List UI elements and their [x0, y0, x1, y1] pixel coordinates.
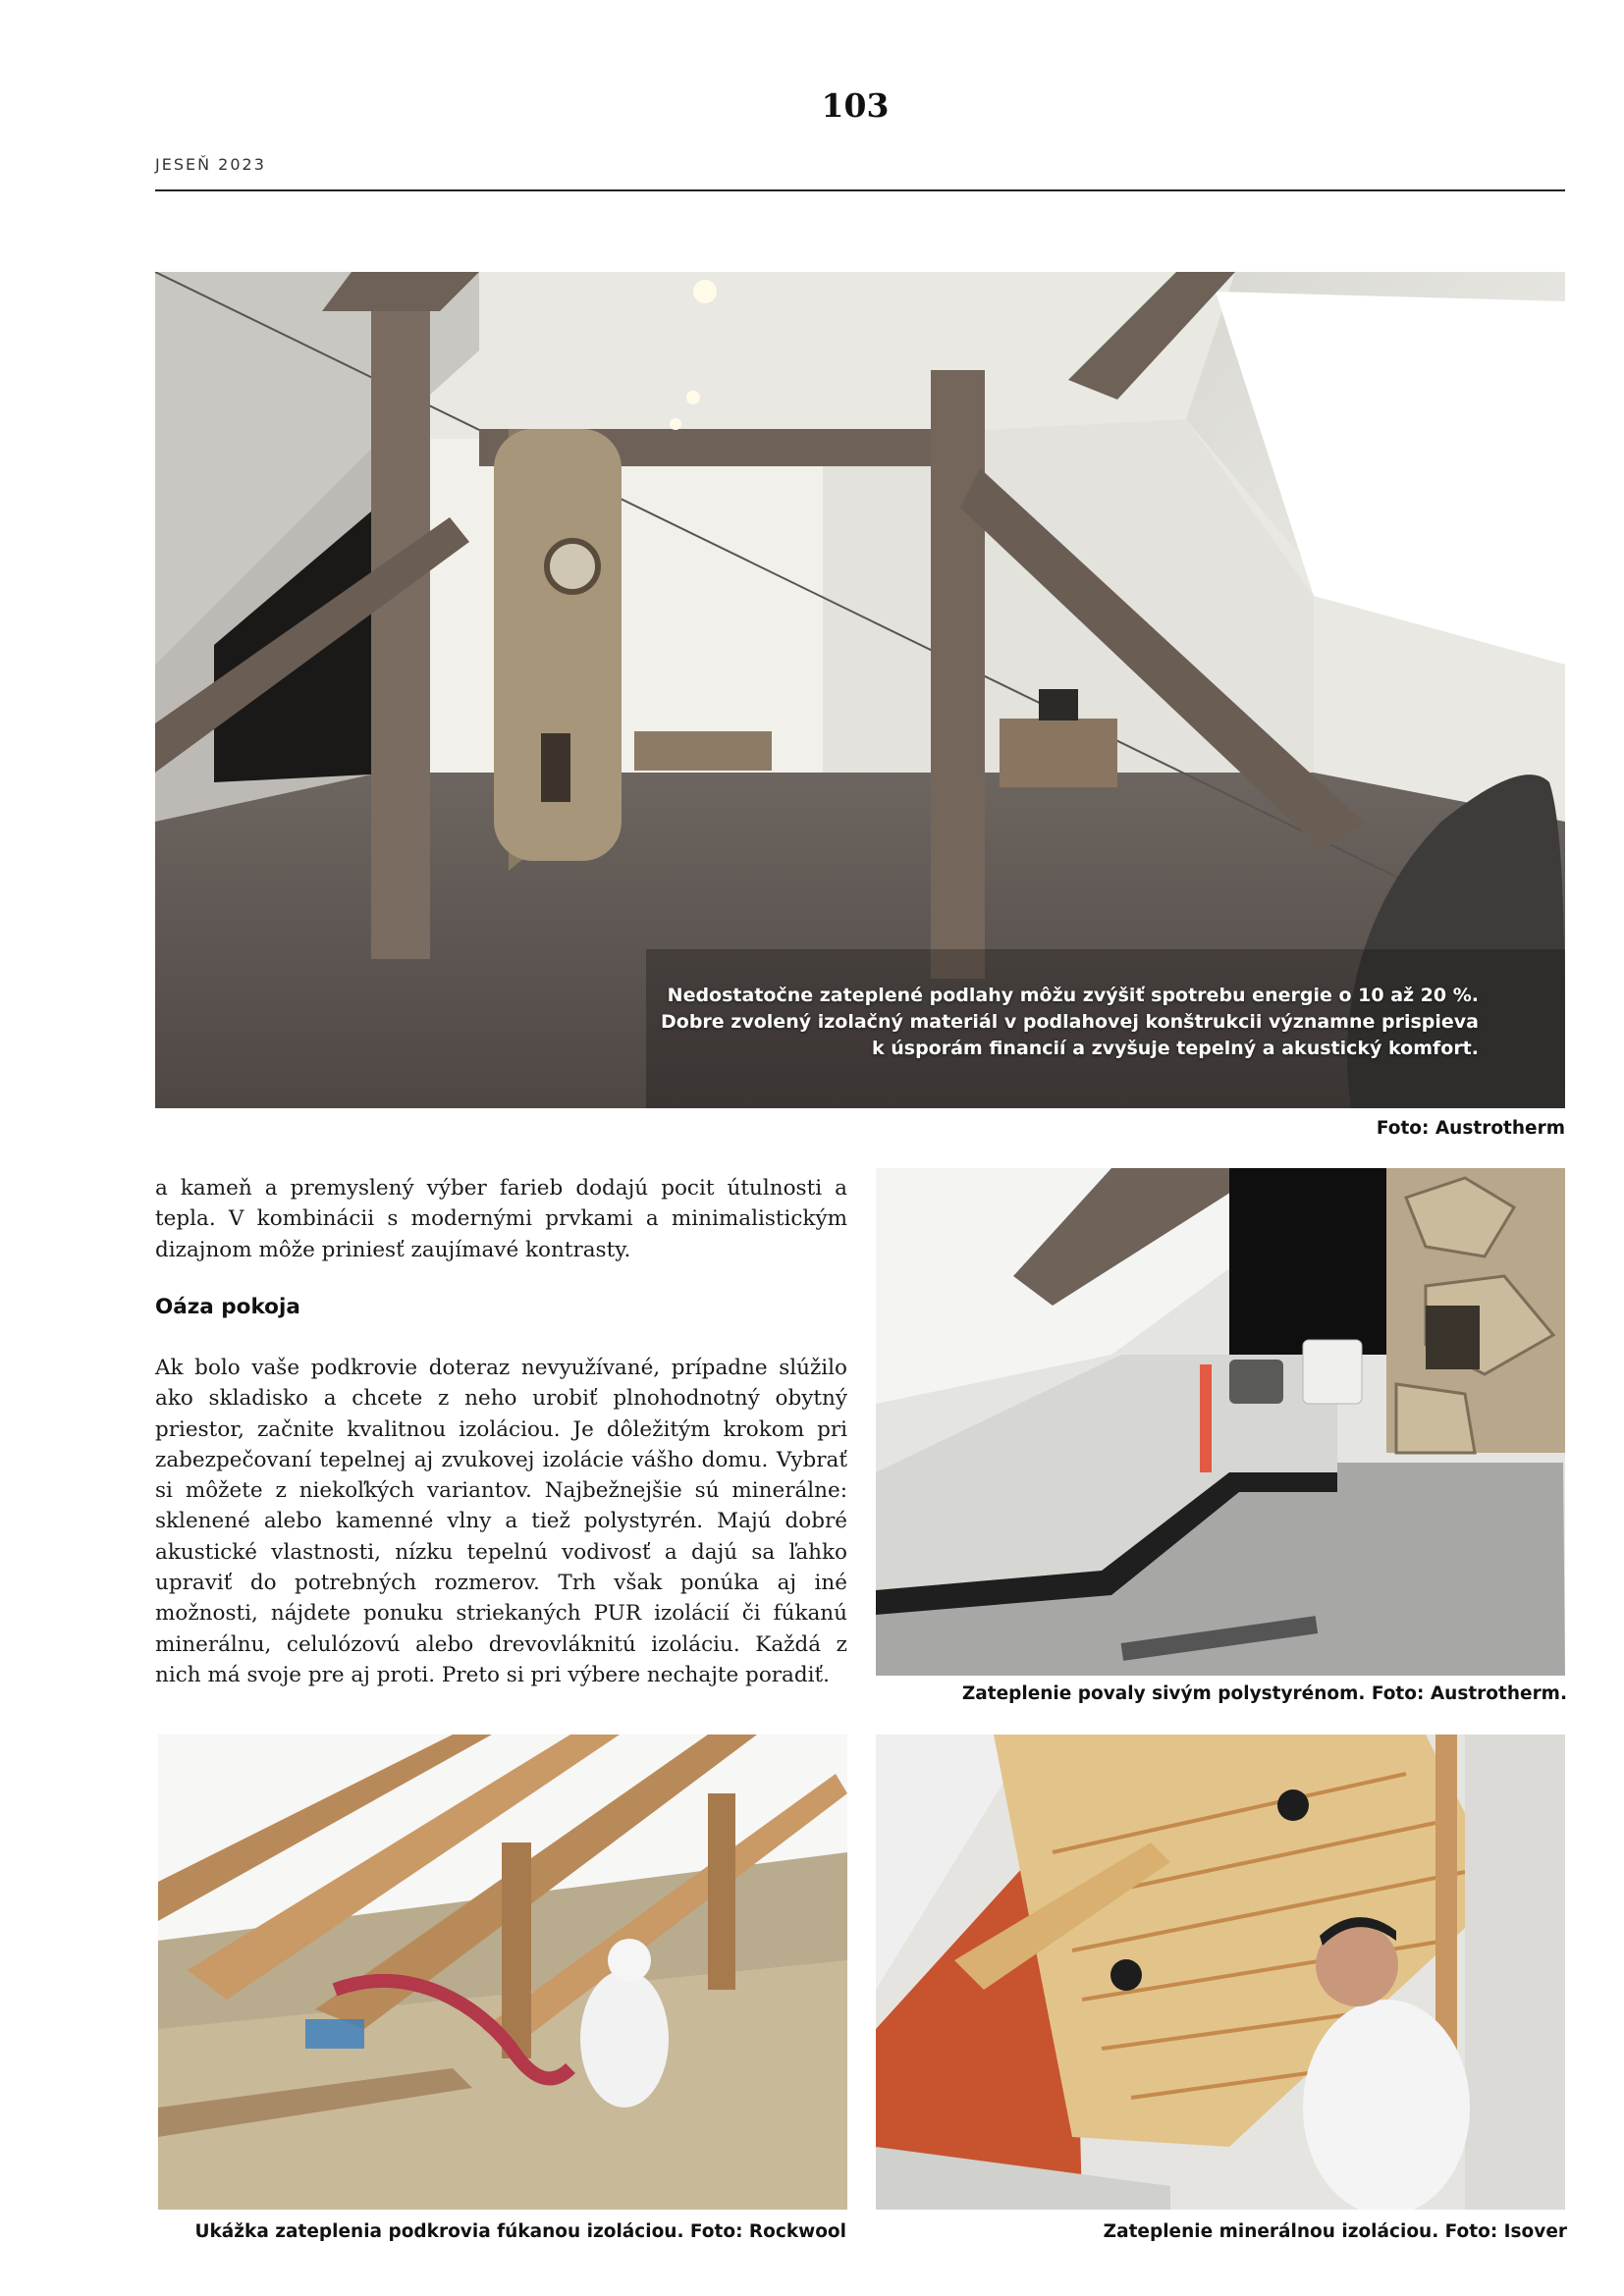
mineral-wool-photo — [876, 1735, 1565, 2210]
issue-label: JESEŇ 2023 — [155, 155, 266, 174]
page-number: 103 — [821, 86, 890, 125]
blown-insulation-photo — [158, 1735, 847, 2210]
hero-photo-credit: Foto: Austrotherm — [1376, 1118, 1565, 1139]
article-paragraph-2: Ak bolo vaše podkrovie doteraz nevyužívané, prípadne slúžilo ako skladisko a chcete z neho urobiť plnohodnotný obytný priestor, začnite kvalitnou izoláciou. Je dôležitým krokom pri zabezpečovaní tepelnej aj zvukovej izolácie vášho domu. Vybrať si môžete z niekoľkých variantov. Najbežnejšie sú minerálne: sklenené alebo kamenné vlny a tiež polystyrén. Majú dobré akustické vlastnosti, nízku tepelnú vodivosť a dajú sa ľahko upraviť do potrebných rozmerov. Trh však ponúka aj iné možnosti, nájdete ponuku striekaných PUR izolácií či fúkanú minerálnu, celulózovú alebo drevovláknitú izoláciu. Každá z nich má svoje pre aj proti. Preto si pri výbere nechajte poradiť. — [155, 1356, 847, 1687]
mineral-wool-image — [876, 1735, 1565, 2210]
header-divider — [155, 189, 1565, 191]
mineral-wool-photo-caption: Zateplenie minerálnou izoláciou. Foto: Isover — [1103, 2221, 1567, 2242]
hero-photo — [155, 272, 1565, 1108]
article-paragraph-1: a kameň a premyslený výber farieb dodajú pocit útulnosti a tepla. V kombinácii s modernými prvkami a minimalistickým dizajnom môže priniesť zaujímavé kontrasty. — [155, 1176, 847, 1262]
section-heading: Oáza pokoja — [155, 1295, 300, 1319]
polystyrene-floor-image — [876, 1168, 1565, 1676]
blown-insulation-photo-caption: Ukážka zateplenia podkrovia fúkanou izoláciou. Foto: Rockwool — [194, 2221, 846, 2242]
hero-caption-line: k úsporám financií a zvyšuje tepelný a akustický komfort. — [871, 1038, 1479, 1059]
hero-caption — [595, 983, 1479, 1062]
blown-insulation-image — [158, 1735, 847, 2210]
polystyrene-photo-caption: Zateplenie povaly sivým polystyrénom. Foto: Austrotherm. — [961, 1683, 1567, 1704]
hero-caption-line: Dobre zvolený izolačný materiál v podlahovej konštrukcii významne prispieva — [661, 1011, 1479, 1033]
polystyrene-photo — [876, 1168, 1565, 1676]
hero-caption-line: Nedostatočne zateplené podlahy môžu zvýšiť spotrebu energie o 10 až 20 %. — [667, 985, 1479, 1006]
